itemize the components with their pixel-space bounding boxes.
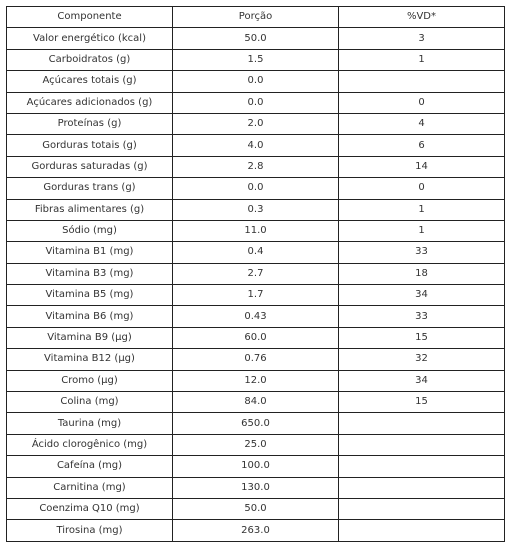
cell-porcao: 0.0 (173, 71, 339, 92)
table-row (7, 306, 505, 327)
cell-componente: Proteínas (g) (7, 113, 173, 134)
cell-vd: 3 (339, 28, 505, 49)
table-row (7, 178, 505, 199)
cell-porcao: 0.0 (173, 92, 339, 113)
cell-vd: 1 (339, 49, 505, 70)
cell-vd: 14 (339, 156, 505, 177)
table-row (7, 327, 505, 348)
cell-porcao: 100.0 (173, 456, 339, 477)
cell-porcao: 84.0 (173, 392, 339, 413)
cell-porcao: 650.0 (173, 413, 339, 434)
table-row (7, 156, 505, 177)
cell-porcao: 12.0 (173, 370, 339, 391)
table-row (7, 456, 505, 477)
cell-vd: 34 (339, 285, 505, 306)
table-row (7, 392, 505, 413)
cell-vd: 6 (339, 135, 505, 156)
cell-vd: 33 (339, 242, 505, 263)
cell-componente: Sódio (mg) (7, 220, 173, 241)
cell-componente: Cromo (µg) (7, 370, 173, 391)
table-row (7, 520, 505, 541)
table-row (7, 370, 505, 391)
table-row (7, 49, 505, 70)
cell-vd (339, 71, 505, 92)
cell-componente: Valor energético (kcal) (7, 28, 173, 49)
cell-porcao: 2.8 (173, 156, 339, 177)
cell-componente: Vitamina B1 (mg) (7, 242, 173, 263)
cell-vd: 33 (339, 306, 505, 327)
table-row (7, 113, 505, 134)
cell-vd (339, 413, 505, 434)
cell-vd: 0 (339, 178, 505, 199)
header-componente: Componente (7, 7, 173, 28)
cell-vd (339, 498, 505, 519)
cell-vd (339, 434, 505, 455)
cell-vd: 4 (339, 113, 505, 134)
cell-vd: 1 (339, 220, 505, 241)
cell-porcao: 50.0 (173, 28, 339, 49)
cell-componente: Cafeína (mg) (7, 456, 173, 477)
cell-vd (339, 456, 505, 477)
table-row (7, 263, 505, 284)
cell-componente: Vitamina B6 (mg) (7, 306, 173, 327)
table-row (7, 349, 505, 370)
cell-porcao: 4.0 (173, 135, 339, 156)
cell-porcao: 0.4 (173, 242, 339, 263)
header-vd: %VD* (339, 7, 505, 28)
cell-componente: Vitamina B9 (µg) (7, 327, 173, 348)
cell-vd: 34 (339, 370, 505, 391)
cell-componente: Fibras alimentares (g) (7, 199, 173, 220)
cell-vd: 18 (339, 263, 505, 284)
cell-componente: Vitamina B3 (mg) (7, 263, 173, 284)
cell-componente: Carboidratos (g) (7, 49, 173, 70)
cell-porcao: 1.5 (173, 49, 339, 70)
cell-porcao: 2.0 (173, 113, 339, 134)
cell-porcao: 11.0 (173, 220, 339, 241)
cell-porcao: 60.0 (173, 327, 339, 348)
cell-porcao: 263.0 (173, 520, 339, 541)
cell-componente: Gorduras trans (g) (7, 178, 173, 199)
cell-porcao: 25.0 (173, 434, 339, 455)
table-row (7, 199, 505, 220)
cell-componente: Coenzima Q10 (mg) (7, 498, 173, 519)
cell-componente: Açúcares adicionados (g) (7, 92, 173, 113)
cell-vd: 0 (339, 92, 505, 113)
cell-porcao: 0.3 (173, 199, 339, 220)
table-row (7, 135, 505, 156)
cell-porcao: 50.0 (173, 498, 339, 519)
table-row (7, 477, 505, 498)
cell-componente: Taurina (mg) (7, 413, 173, 434)
table-row (7, 285, 505, 306)
cell-vd (339, 520, 505, 541)
table-row (7, 413, 505, 434)
cell-porcao: 0.0 (173, 178, 339, 199)
cell-porcao: 0.76 (173, 349, 339, 370)
cell-porcao: 1.7 (173, 285, 339, 306)
header-porcao: Porção (173, 7, 339, 28)
cell-componente: Tirosina (mg) (7, 520, 173, 541)
cell-componente: Carnitina (mg) (7, 477, 173, 498)
cell-componente: Vitamina B5 (mg) (7, 285, 173, 306)
cell-componente: Açúcares totais (g) (7, 71, 173, 92)
nutrition-table (6, 6, 505, 542)
cell-vd: 15 (339, 327, 505, 348)
table-row (7, 92, 505, 113)
table-row (7, 28, 505, 49)
cell-componente: Ácido clorogênico (mg) (7, 434, 173, 455)
cell-vd: 15 (339, 392, 505, 413)
cell-porcao: 0.43 (173, 306, 339, 327)
cell-componente: Vitamina B12 (µg) (7, 349, 173, 370)
table-row (7, 71, 505, 92)
table-row (7, 220, 505, 241)
cell-porcao: 130.0 (173, 477, 339, 498)
cell-porcao: 2.7 (173, 263, 339, 284)
header-row (7, 7, 505, 28)
cell-vd: 32 (339, 349, 505, 370)
table-body (7, 28, 505, 541)
table-row (7, 498, 505, 519)
cell-componente: Gorduras totais (g) (7, 135, 173, 156)
table-header (7, 7, 505, 28)
cell-componente: Colina (mg) (7, 392, 173, 413)
table-row (7, 242, 505, 263)
cell-vd (339, 477, 505, 498)
cell-componente: Gorduras saturadas (g) (7, 156, 173, 177)
cell-vd: 1 (339, 199, 505, 220)
table-row (7, 434, 505, 455)
